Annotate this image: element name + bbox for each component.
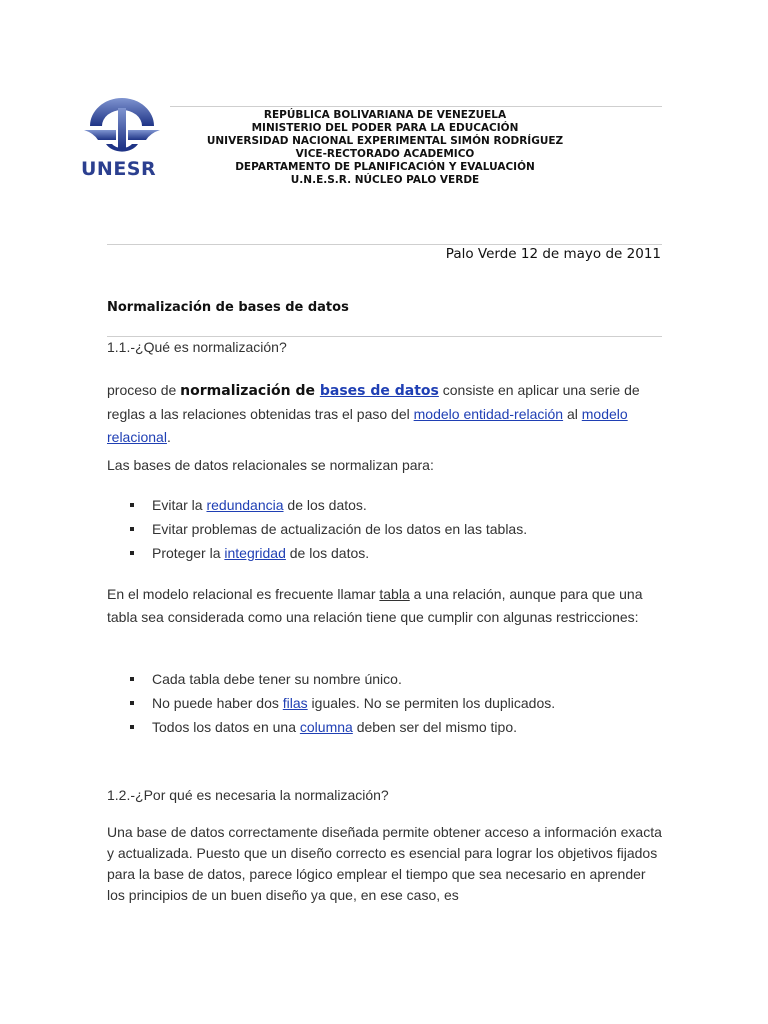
header-line: UNIVERSIDAD NACIONAL EXPERIMENTAL SIMÓN RODRÍGUEZ: [206, 135, 564, 147]
link-filas[interactable]: filas: [282, 695, 308, 711]
question-2: 1.2.-¿Por qué es necesaria la normalización?: [107, 787, 389, 803]
link-integridad[interactable]: integridad: [224, 545, 286, 561]
logo-text: UNESR: [81, 158, 157, 180]
list-item: Evitar problemas de actualización de los datos en las tablas.: [130, 517, 527, 541]
list-purposes: [130, 493, 527, 565]
term-tabla: tabla: [379, 586, 410, 602]
para1-text-4: .: [166, 429, 171, 445]
para1-text-3: al: [563, 406, 582, 422]
para1-text-1: proceso de: [107, 382, 181, 398]
document-date: Palo Verde 12 de mayo de 2011: [445, 246, 661, 262]
paragraph-restrictions: En el modelo relacional es frecuente llamar tabla a una relación, aunque para que una tabla sea considerada como una relación tiene que cumplir con algunas restricciones:: [107, 586, 643, 625]
question-1: 1.1.-¿Qué es normalización?: [107, 339, 287, 355]
link-modelo-relacional[interactable]: modelo relacional: [107, 406, 628, 445]
list-item: Todos los datos en una columna deben ser del mismo tipo.: [130, 715, 555, 739]
paragraph-normalize-for: Las bases de datos relacionales se normalizan para:: [107, 457, 434, 473]
header-line: MINISTERIO DEL PODER PARA LA EDUCACIÓN: [251, 122, 519, 134]
unesr-logo: [80, 96, 170, 186]
link-redundancia[interactable]: redundancia: [206, 497, 284, 513]
list-item: Cada tabla debe tener su nombre único.: [130, 667, 555, 691]
list-item: No puede haber dos filas iguales. No se permiten los duplicados.: [130, 691, 555, 715]
link-bases-de-datos[interactable]: bases de datos: [319, 383, 439, 399]
header-top-rule: [170, 106, 662, 107]
list-item: Evitar la redundancia de los datos.: [130, 493, 527, 517]
paragraph-why-normalize: Una base de datos correctamente diseñada permite obtener acceso a información exacta y actualizada. Puesto que un diseño correcto es esencial para lograr los objetivos fijados para la base de datos, parece lógico emplear el tiempo que sea necesario en aprender los principios de un buen diseño ya que, en ese caso, es: [107, 824, 662, 903]
header-line: VICE-RECTORADO ACADEMICO: [295, 148, 475, 160]
para1-bold: normalización de: [180, 383, 320, 399]
header-line: DEPARTAMENTO DE PLANIFICACIÓN Y EVALUACIÓN: [235, 161, 535, 173]
link-columna[interactable]: columna: [299, 719, 353, 735]
paragraph-definition: [107, 379, 667, 449]
unesr-emblem-icon: [80, 96, 164, 158]
header-line: U.N.E.S.R. NÚCLEO PALO VERDE: [290, 174, 480, 186]
header-line: REPÚBLICA BOLIVARIANA DE VENEZUELA: [263, 109, 507, 121]
para1-text-2: consiste en aplicar una serie de reglas a las relaciones obtenidas tras el paso del: [107, 382, 640, 422]
link-modelo-entidad-relacion[interactable]: modelo entidad-relación: [413, 406, 564, 422]
date-rule: [107, 244, 662, 245]
list-item: Proteger la integridad de los datos.: [130, 541, 527, 565]
list-restrictions: [130, 667, 555, 739]
document-title: Normalización de bases de datos: [107, 300, 349, 315]
institution-header: [170, 109, 600, 187]
